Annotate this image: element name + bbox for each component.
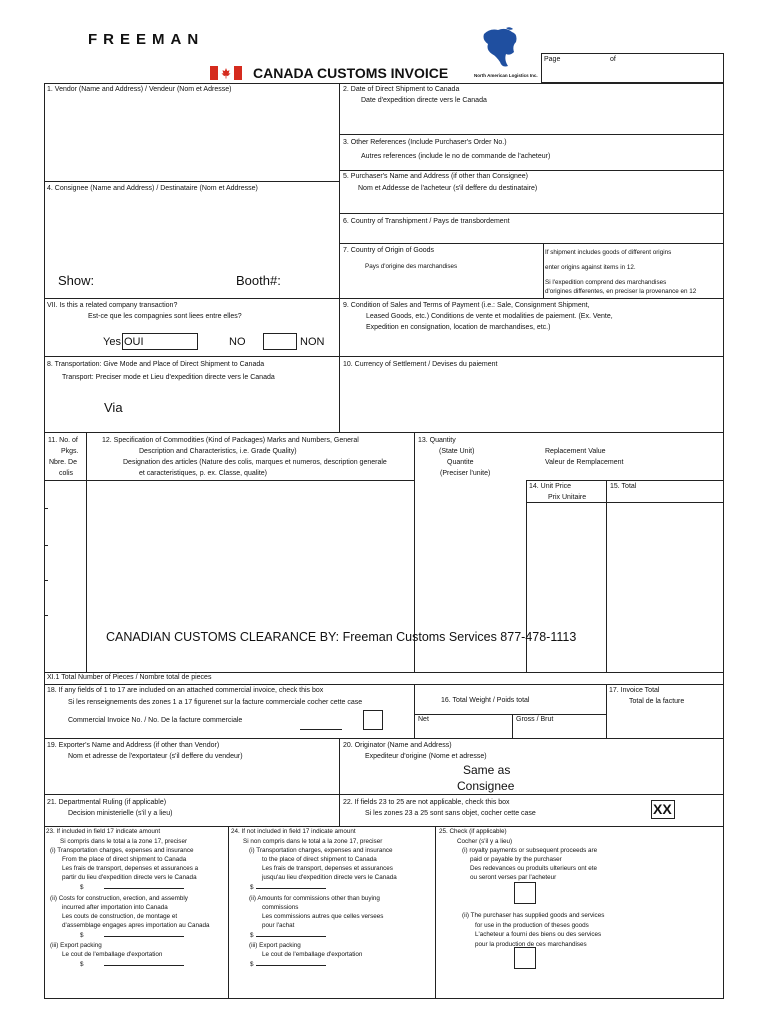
f23-line: 23. If included in field 17 indicate amount [46, 828, 161, 835]
amount-line [256, 965, 326, 966]
col15-header: 15. Total [610, 483, 637, 490]
divider [435, 826, 436, 999]
amount-line [256, 888, 326, 889]
f24-line: Si non compris dans le total a la zone 17, preciser [243, 838, 383, 845]
f23-line: $ [80, 961, 84, 968]
col13-header-3: Quantite [447, 459, 474, 466]
f23-line: (iii) Export packing [50, 942, 102, 949]
f24-line: jusqu'au lieu d'expedition directe vers le Canada [262, 874, 397, 881]
divider [44, 298, 724, 299]
f25-line: for use in the production of theses goods [475, 922, 589, 929]
col12-header-2: Description and Characteristics, i.e. Grade Quality) [139, 448, 297, 455]
divider [228, 826, 229, 999]
f25-line: ou seront verses par l'acheteur [470, 874, 557, 881]
transport-label: 8. Transportation: Give Mode and Place of Direct Shipment to Canada [47, 361, 265, 368]
exporter-label-fr: Nom et adresse de l'exportateur (s'il deffere du vendeur) [68, 753, 243, 760]
f24-line: $ [250, 884, 254, 891]
no-checkbox[interactable] [263, 333, 297, 350]
divider [512, 714, 513, 738]
ruling-label-fr: Decision ministerielle (s'il y a lieu) [68, 810, 173, 817]
f24-line: $ [250, 961, 254, 968]
f24-line: (ii) Amounts for commissions other than buying [249, 895, 380, 902]
f23-line: Les frais de transport, depenses et assurances a [62, 865, 199, 872]
col11-header-3: Nbre. De [49, 459, 78, 466]
f25-line: (ii) The purchaser has supplied goods and services [462, 912, 605, 919]
row-tick [44, 615, 48, 616]
divider [414, 714, 606, 715]
origin-label: 7. Country of Origin of Goods [343, 247, 435, 254]
f24-line: $ [250, 932, 254, 939]
f25-goods-checkbox[interactable] [514, 947, 536, 969]
replacement-header-2: Valeur de Remplacement [545, 459, 624, 466]
divider [339, 134, 724, 135]
f22-label: 22. If fields 23 to 25 are not applicable, check this box [343, 799, 510, 806]
logo-text: North American Logistics Inc. [474, 73, 538, 78]
f23-line: incurred after importation into Canada [62, 904, 168, 911]
col12-header-4: et caracteristiques, p. ex. Classe, qualite) [139, 470, 268, 477]
f23-line: Le cout de l'emballage d'exportation [62, 951, 163, 958]
f17-label-1: 17. Invoice Total [609, 687, 660, 694]
amount-line [104, 888, 184, 889]
divider [44, 826, 724, 827]
commercial-invoice-line [300, 729, 342, 730]
origin-note-1: If shipment includes goods of different origins [545, 249, 672, 256]
exporter-label: 19. Exporter's Name and Address (if other than Vendor) [47, 742, 220, 749]
f23-line: Les couts de construction, de montage et [62, 913, 178, 920]
row-tick [44, 508, 48, 509]
f22-mark: XX [653, 801, 672, 817]
divider [414, 684, 415, 738]
f24-line: Le cout de l'emballage d'exportation [262, 951, 363, 958]
originator-label: 20. Originator (Name and Address) [343, 742, 452, 749]
f24-line: Les frais de transport, depenses et assurances [262, 865, 393, 872]
originator-value-2: Consignee [457, 779, 515, 793]
divider [44, 672, 724, 673]
related-label: VII. Is this a related company transaction? [47, 302, 178, 309]
f25-royalty-checkbox[interactable] [514, 882, 536, 904]
f18-checkbox[interactable] [363, 710, 383, 730]
f16-label: 16. Total Weight / Poids total [441, 697, 530, 704]
col11-header-2: Pkgs. [61, 448, 79, 455]
row-tick [44, 545, 48, 546]
originator-value-1: Same as [463, 763, 511, 777]
replacement-header-1: Replacement Value [545, 448, 606, 455]
page-number-input[interactable] [570, 58, 606, 72]
col13-header-1: 13. Quantity [418, 437, 456, 444]
f25-line: 25. Check (if applicable) [439, 828, 507, 835]
col14-header-1: 14. Unit Price [529, 483, 572, 490]
f23-line: (ii) Costs for construction, erection, and assembly [50, 895, 188, 902]
f18-label-3: Commercial Invoice No. / No. De la facture commerciale [68, 717, 243, 724]
pieces-label: XI.1 Total Number of Pieces / Nombre total de pieces [47, 674, 212, 681]
related-label-fr: Est-ce que les compagnies sont liees entre elles? [88, 313, 242, 320]
row-tick [44, 580, 48, 581]
divider [606, 684, 607, 738]
vendor-input[interactable] [50, 98, 334, 182]
amount-line [104, 936, 184, 937]
booth-input[interactable] [284, 276, 334, 290]
via-input[interactable] [130, 403, 330, 417]
divider [526, 502, 724, 503]
company-name: FREEMAN [88, 31, 205, 48]
divider [339, 243, 724, 244]
divider [339, 170, 724, 171]
show-input[interactable] [100, 276, 225, 290]
show-label: Show: [58, 273, 95, 288]
page-total-input[interactable] [624, 58, 714, 72]
col12-header-1: 12. Specification of Commodities (Kind of Packages) Marks and Numbers, General [102, 437, 359, 444]
vendor-label: 1. Vendor (Name and Address) / Vendeur (Nom et Adresse) [47, 86, 232, 93]
divider [44, 794, 724, 795]
transhipment-label: 6. Country of Transhipment / Pays de transbordement [343, 218, 510, 225]
divider [44, 432, 724, 433]
page-label: Page [544, 56, 561, 63]
f23-line: partir du lieu d'expedition directe vers le Canada [62, 874, 197, 881]
f23-line: $ [80, 884, 84, 891]
divider [606, 480, 607, 672]
oui-label: OUI [124, 336, 144, 348]
f25-line: (i) royalty payments or subsequent proceeds are [462, 847, 598, 854]
no-label: NO [229, 336, 246, 348]
divider [44, 480, 414, 481]
north-america-logo-icon [476, 24, 526, 74]
originator-label-fr: Expediteur d'origine (Nome et adresse) [365, 753, 487, 760]
f24-line: 24. If not included in field 17 indicate amount [231, 828, 356, 835]
via-label: Via [104, 400, 123, 415]
f22-label-fr: Si les zones 23 a 25 sont sans objet, cocher cette case [365, 810, 536, 817]
f23-line: d'assemblage engages apres importation au Canada [62, 922, 210, 929]
divider [44, 356, 724, 357]
origin-note-4: d'origines differentes, en preciser la provenance en 12 [545, 288, 697, 295]
transport-label-fr: Transport: Preciser mode et Lieu d'expedition directe vers le Canada [62, 374, 275, 381]
f17-label-2: Total de la facture [629, 698, 685, 705]
f25-line: pour la production de ces marchandises [475, 941, 587, 948]
conditions-label-2: Leased Goods, etc.) Conditions de vente et modalities de paiement. (Ex. Vente, [366, 313, 613, 320]
date-shipment-input[interactable] [360, 110, 710, 130]
origin-label-fr: Pays d'origine des marchandises [365, 263, 458, 270]
clearance-note: CANADIAN CUSTOMS CLEARANCE BY: Freeman Customs Services 877-478-1113 [106, 630, 577, 644]
f18-label-2: Si les renseignements des zones 1 a 17 figurenet sur la facture commerciale cocher cette case [68, 699, 363, 706]
f18-label-1: 18. If any fields of 1 to 17 are included on an attached commercial invoice, check this box [47, 687, 324, 694]
divider [44, 181, 339, 182]
divider [44, 738, 724, 739]
booth-label: Booth#: [236, 273, 281, 288]
col13-header-4: (Preciser l'unite) [440, 470, 491, 477]
f23-line: (i) Transportation charges, expenses and insurance [50, 847, 194, 854]
consignee-label: 4. Consignee (Name and Address) / Destinataire (Nom et Addresse) [47, 185, 258, 192]
f25-line: Cocher (s'il y a lieu) [457, 838, 513, 845]
origin-note-2: enter origins against items in 12. [545, 264, 636, 271]
f25-line: L'acheteur a fourni des biens ou des services [475, 931, 602, 938]
divider [543, 243, 544, 298]
f25-line: Des redevances ou produits ulterieurs ont ete [470, 865, 598, 872]
f24-line: commissions [262, 904, 299, 911]
date-shipment-label-fr: Date d'expedition directe vers le Canada [361, 97, 487, 104]
other-refs-label-fr: Autres references (include le no de commande de l'acheteur) [361, 153, 551, 160]
col12-header-3: Designation des articles (Nature des colis, marques et numeros, description generale [123, 459, 387, 466]
gross-label: Gross / Brut [516, 716, 554, 723]
col13-header-2: (State Unit) [439, 448, 475, 455]
yes-label: Yes [103, 336, 121, 348]
f24-line: (iii) Export packing [249, 942, 301, 949]
of-label: of [610, 56, 616, 63]
divider [86, 432, 87, 672]
f25-line: paid or payable by the purchaser [470, 856, 562, 863]
col11-header-1: 11. No. of [48, 437, 78, 444]
f24-line: pour l'achat [262, 922, 295, 929]
f23-line: From the place of direct shipment to Canada [62, 856, 187, 863]
origin-note-3: Si l'expedition comprend des marchandises [545, 279, 667, 286]
divider [339, 738, 340, 826]
net-label: Net [418, 716, 429, 723]
divider [44, 684, 724, 685]
conditions-label: 9. Condition of Sales and Terms of Payment (i.e.: Sale, Consignment Shipment, [343, 302, 590, 309]
f24-line: (i) Transportation charges, expenses and insurance [249, 847, 393, 854]
date-shipment-label: 2. Date of Direct Shipment to Canada [343, 86, 460, 93]
divider [526, 480, 724, 481]
f23-line: $ [80, 932, 84, 939]
other-refs-label: 3. Other References (Include Purchaser's Order No.) [343, 139, 507, 146]
amount-line [104, 965, 184, 966]
invoice-title: CANADA CUSTOMS INVOICE [253, 65, 449, 81]
purchaser-label: 5. Purchaser's Name and Address (if other than Consignee) [343, 173, 528, 180]
col14-header-2: Prix Unitaire [548, 494, 587, 501]
col11-header-4: colis [59, 470, 74, 477]
canada-flag-icon [210, 66, 242, 80]
f23-line: Si compris dans le total a la zone 17, preciser [60, 838, 188, 845]
conditions-label-3: Expedition en consignation, location de marchandises, etc.) [366, 324, 551, 331]
non-label: NON [300, 336, 325, 348]
divider [339, 83, 340, 432]
currency-label: 10. Currency of Settlement / Devises du paiement [343, 361, 498, 368]
ruling-label: 21. Departmental Ruling (if applicable) [47, 799, 167, 806]
f24-line: Les commissions autres que celles versees [262, 913, 384, 920]
divider [339, 213, 724, 214]
amount-line [256, 936, 326, 937]
purchaser-label-fr: Nom et Addesse de l'acheteur (s'il deffere du destinataire) [358, 185, 538, 192]
f24-line: to the place of direct shipment to Canada [262, 856, 377, 863]
